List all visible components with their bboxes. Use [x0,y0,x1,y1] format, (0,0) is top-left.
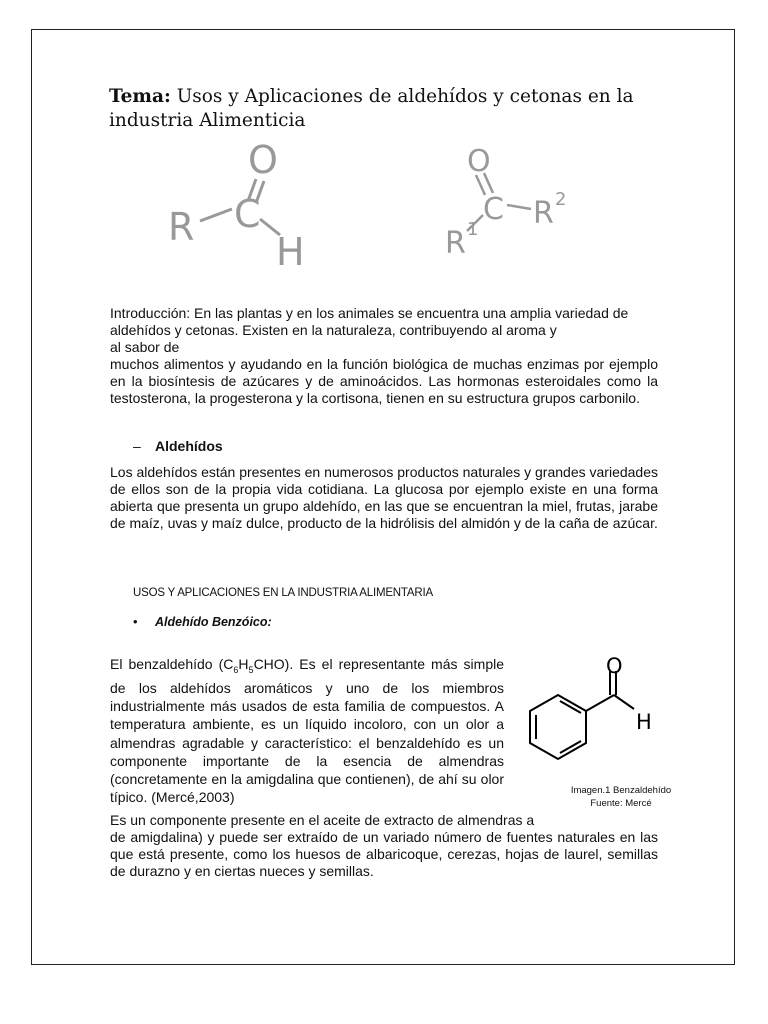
bullet-benzoico [133,614,272,629]
benzaldehyde-structure [520,655,680,780]
page-title [109,85,679,133]
aldehyde-o: O [248,138,278,182]
benz-h-label: H [636,710,652,734]
benz-sub-5: 5 [248,664,254,675]
image-caption [546,784,696,810]
ketone-r2: R [533,196,554,231]
final-rest: de amigdalina) y puede ser extraído de un variado número de fuentes naturales en las que está presente, como los huesos de albaricoque, cerezas, hojas de laurel, semillas de durazno y en ciertas nueces y semillas. [110,829,658,879]
aldehyde-structure [160,135,310,275]
final-line-1: Es un componente presente en el aceite de extracto de almendras a [110,812,535,828]
benzaldehido-paragraph [110,655,504,806]
aldehidos-heading [133,438,223,454]
benz-before: El benzaldehído (C [110,656,234,672]
aldehidos-paragraph: Los aldehídos están presentes en numerosos productos naturales y grandes variedades de ellos son de la propia vida cotidiana. La glucosa por ejemplo existe en una forma abierta que presenta un grupo aldehído, en las que se encuentran la miel, frutas, jarabe de maíz, uvas y maíz dulce, producto de la hidrólisis del almidón y de la caña de azúcar. [110,464,658,531]
ketone-o: O [467,144,491,179]
aldehyde-c: C [234,192,261,236]
aldehyde-h: H [276,230,305,274]
intro-paragraph [110,305,658,407]
aldehyde-r: R [168,205,195,249]
benz-after: CHO). Es el representante más simple de los aldehídos aromáticos y uno de los miembros industrialmente más usados de esta familia de compuestos. A temperatura ambiente, es un líquido incoloro, con un olor a almendras agradable y característico: el benzaldehído es un componente importante de la esencia de almendras (concretamente en la amigdalina que contienen), de ahí su olor típico. (Mercé,2003) [110,656,505,806]
title-label: Tema: [109,86,171,107]
ketone-r2-superscript: 2 [555,189,567,210]
intro-line-3: al sabor de [110,339,180,355]
benz-h: H [238,656,249,672]
bullet-label: Aldehído Benzóico: [155,615,272,629]
heading-dash: – [133,438,141,454]
heading-label: Aldehídos [155,438,223,454]
ketone-r2-bond [507,205,531,209]
caption-line-2: Fuente: Mercé [590,798,652,809]
intro-line-2: aldehídos y cetonas. Existen en la naturaleza, contribuyendo al aroma y [110,322,557,338]
ketone-r1-superscript: 1 [467,219,479,240]
aldehyde-h-bond [614,695,634,709]
intro-line-1: Introducción: En las plantas y en los animales se encuentra una amplia variedad de [110,305,629,321]
aldehyde-r-bond [200,209,232,221]
benz-sub-6: 6 [233,664,239,675]
benz-o-label: O [606,655,623,678]
caption-line-1: Imagen.1 Benzaldehído [570,785,672,796]
aldehyde-h-bond [260,219,280,235]
final-paragraph [110,812,658,880]
ketone-r1: R [445,226,466,261]
title-text: Usos y Aplicaciones de aldehídos y cetonas en la industria Alimenticia [109,86,634,131]
ring-to-carbonyl-bond [586,695,614,711]
section-title: USOS Y APLICACIONES EN LA INDUSTRIA ALIMENTARIA [133,587,433,599]
intro-rest: muchos alimentos y ayudando en la función biológica de muchas enzimas por ejemplo en la biosíntesis de azúcares y de aminoácidos. Las hormonas esteroidales como la testosterona, la progesterona y la cortisona, tienen en su estructura grupos carbonilo. [110,356,658,406]
ketone-c: C [483,192,504,227]
ketone-structure [435,135,595,265]
benzene-ring [530,695,586,759]
bullet-dot: • [133,614,138,629]
